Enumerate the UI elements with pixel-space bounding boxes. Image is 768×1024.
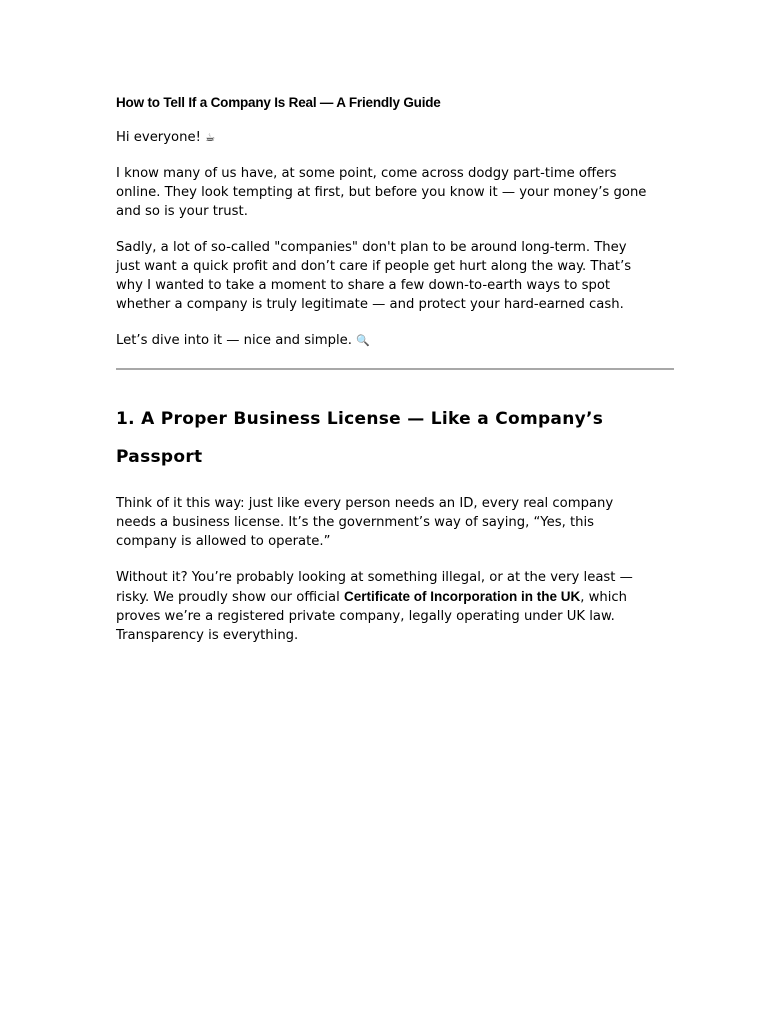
intro-closing-paragraph	[116, 331, 651, 350]
intro-closing-text: Let’s dive into it — nice and simple.	[116, 333, 352, 348]
certificate-highlight: Certificate of Incorporation in the UK	[343, 589, 581, 604]
coffee-icon: ☕	[205, 131, 215, 144]
section-1-paragraph-2-end: , which proves we’re a registered private company, legally operating under UK law. Transparency is everything.	[116, 590, 628, 643]
document-page	[116, 94, 674, 662]
section-1-paragraph-1: Think of it this way: just like every person needs an ID, every real company needs a business license. It’s the government’s way of saying, “Yes, this company is allowed to operate.”	[116, 496, 614, 549]
section-1-heading: 1. A Proper Business License — Like a Company’s Passport	[116, 409, 604, 467]
section-1-paragraph-2-start: Without it? You’re probably looking at something illegal, or at the very least — risky. We proudly show our official	[116, 570, 633, 605]
greeting-paragraph	[116, 128, 651, 147]
intro-paragraph-1: I know many of us have, at some point, come across dodgy part-time offers online. They look tempting at first, but before you know it — your money’s gone and so is your trust.	[116, 166, 647, 219]
horizontal-divider	[116, 368, 674, 370]
document-title: How to Tell If a Company Is Real — A Friendly Guide	[116, 95, 441, 110]
magnifier-icon: 🔍	[356, 334, 370, 347]
greeting-text: Hi everyone!	[116, 130, 201, 145]
intro-paragraph-2: Sadly, a lot of so-called "companies" don't plan to be around long-term. They just want a quick profit and don’t care if people get hurt along the way. That’s why I wanted to take a moment to share a few down-to-earth ways to spot whether a company is truly legitimate — and protect your hard-earned cash.	[116, 240, 632, 312]
section-1-paragraph-2	[116, 568, 651, 645]
